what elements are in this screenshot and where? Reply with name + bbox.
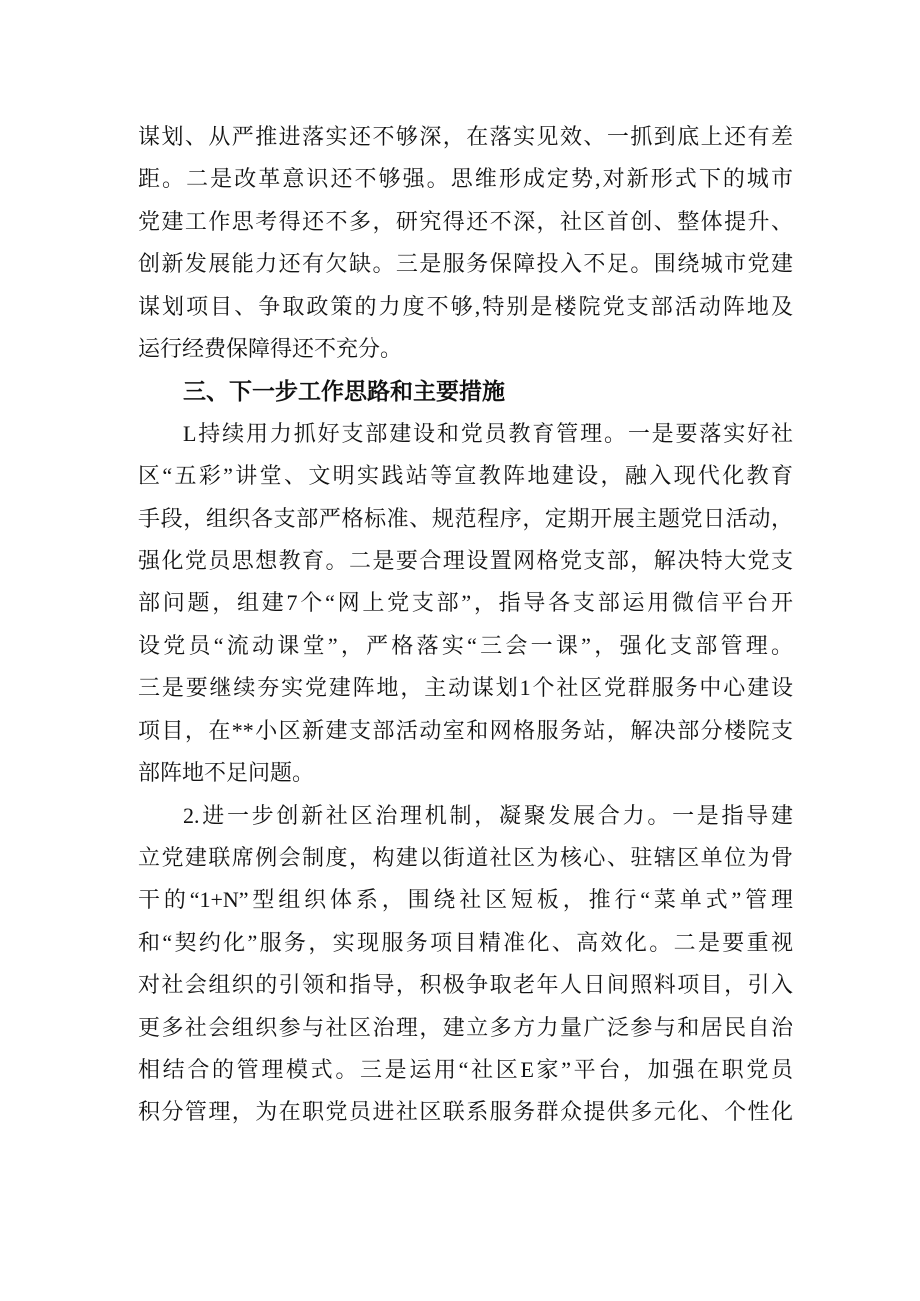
text-line: 创新发展能力还有欠缺。三是服务保障投入不足。围绕城市党建 xyxy=(138,251,793,277)
text-line: 2.进一步创新社区治理机制，凝聚发展合力。一是指导建 xyxy=(183,802,793,828)
text-line: 区“五彩”讲堂、文明实践站等宣教阵地建设，融入现代化教育 xyxy=(138,463,793,489)
text-line: 立党建联席例会制度，构建以街道社区为核心、驻辖区单位为骨 xyxy=(138,844,793,870)
text-line: 部阵地不足问题。 xyxy=(138,760,315,786)
text-line: 更多社会组织参与社区治理，建立多方力量广泛参与和居民自治 xyxy=(138,1014,793,1040)
text-line: 积分管理，为在职党员进社区联系服务群众提供多元化、个性化 xyxy=(138,1099,793,1125)
text-line: 相结合的管理模式。三是运用“社区E家”平台，加强在职党员 xyxy=(138,1056,793,1082)
text-line: 项目，在**小区新建支部活动室和网格服务站，解决部分楼院支 xyxy=(138,717,793,743)
text-line: 对社会组织的引领和指导，积极争取老年人日间照料项目，引入 xyxy=(138,972,793,998)
text-line: 党建工作思考得还不多，研究得还不深，社区首创、整体提升、 xyxy=(138,208,793,234)
text-line: 手段，组织各支部严格标准、规范程序，定期开展主题党日活动， xyxy=(138,505,793,531)
text-line: 谋划项目、争取政策的力度不够,特别是楼院党支部活动阵地及 xyxy=(138,293,793,319)
text-line: 部问题，组建7个“网上党支部”，指导各支部运用微信平台开 xyxy=(138,590,793,616)
text-line: 三是要继续夯实党建阵地，主动谋划1个社区党群服务中心建设 xyxy=(138,675,793,701)
text-line: 干的“1+N”型组织体系，围绕社区短板，推行“菜单式”管理 xyxy=(138,887,793,913)
text-line: 设党员“流动课堂”，严格落实“三会一课”，强化支部管理。 xyxy=(138,632,793,658)
text-line: 距。二是改革意识还不够强。思维形成定势,对新形式下的城市 xyxy=(138,166,793,192)
text-line: 运行经费保障得还不充分。 xyxy=(138,336,403,362)
text-line: 谋划、从严推进落实还不够深，在落实见效、一抓到底上还有差 xyxy=(138,124,793,149)
text-line: L持续用力抓好支部建设和党员教育管理。一是要落实好社 xyxy=(183,420,793,446)
section-heading: 三、下一步工作思路和主要措施 xyxy=(183,378,505,405)
text-line: 强化党员思想教育。二是要合理设置网格党支部，解决特大党支 xyxy=(138,548,793,574)
text-line: 和“契约化”服务，实现服务项目精准化、高效化。二是要重视 xyxy=(138,929,794,955)
